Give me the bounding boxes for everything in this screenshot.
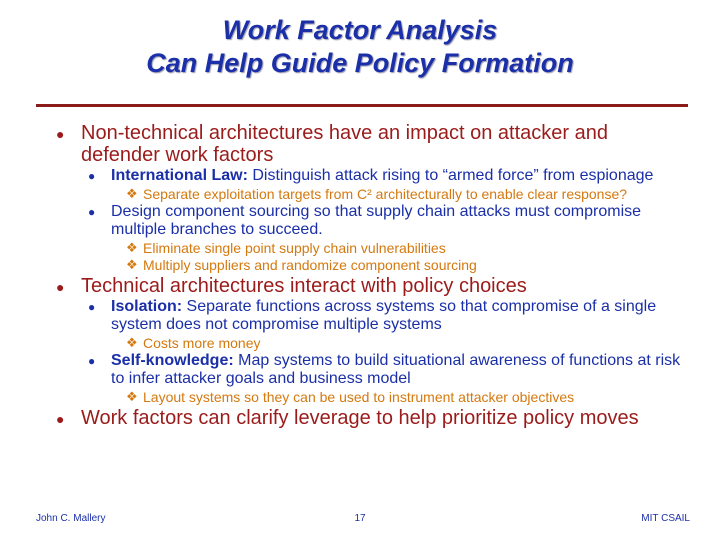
level2-label: Isolation:: [111, 298, 183, 315]
level3-item: [46, 257, 686, 273]
level3-text: Separate exploitation targets from C² architecturally to enable clear response?: [143, 186, 628, 202]
bullet-dot-icon: ●: [88, 354, 96, 368]
level3-text: Multiply suppliers and randomize component sourcing: [143, 257, 477, 273]
diamond-bullet-icon: ❖: [126, 186, 138, 201]
level2-label: International Law:: [111, 167, 248, 184]
level2-item: [46, 352, 686, 388]
level1-text: Technical architectures interact with policy choices: [81, 275, 527, 297]
level3-text: Costs more money: [143, 335, 261, 351]
level2-item: [46, 298, 686, 334]
diamond-bullet-icon: ❖: [126, 335, 138, 350]
level1-item: [46, 407, 686, 429]
diamond-bullet-icon: ❖: [126, 257, 138, 272]
level3-item: [46, 240, 686, 256]
level2-text: Design component sourcing so that supply chain attacks must compromise multiple branches to succeed.: [111, 203, 642, 238]
level3-text: Eliminate single point supply chain vulnerabilities: [143, 240, 446, 256]
level2-item: [46, 167, 686, 185]
slide-title-line-1: Work Factor Analysis: [222, 15, 498, 45]
footer-organization: MIT CSAIL: [641, 513, 690, 524]
bullet-dot-icon: ●: [88, 300, 96, 314]
diamond-bullet-icon: ❖: [126, 389, 138, 404]
diamond-bullet-icon: ❖: [126, 240, 138, 255]
level3-item: [46, 335, 686, 351]
bullet-dot-icon: ●: [56, 279, 65, 295]
level1-text: Work factors can clarify leverage to help prioritize policy moves: [81, 407, 639, 429]
level1-text: Non-technical architectures have an impact on attacker and defender work factors: [81, 122, 608, 166]
footer-page-number: 17: [354, 513, 366, 524]
bullet-dot-icon: ●: [88, 169, 96, 183]
level2-text: Separate functions across systems so that compromise of a single system does not compromise multiple systems: [111, 298, 657, 333]
bullet-dot-icon: ●: [88, 205, 96, 219]
level3-item: [46, 186, 686, 202]
footer-author: John C. Mallery: [36, 513, 106, 524]
level2-text: Distinguish attack rising to “armed force” from espionage: [247, 167, 654, 184]
slide-title: [0, 14, 720, 80]
title-divider: [36, 104, 688, 107]
level3-item: [46, 389, 686, 405]
bullet-list: [46, 120, 686, 429]
level2-item: [46, 203, 686, 239]
slide-title-line-2: Can Help Guide Policy Formation: [146, 48, 574, 78]
bullet-dot-icon: ●: [56, 126, 65, 142]
level2-text: Map systems to build situational awareness of functions at risk to infer attacker goals and business model: [111, 352, 681, 387]
level2-label: Self-knowledge:: [111, 352, 234, 369]
level1-item: [46, 275, 686, 297]
level3-text: Layout systems so they can be used to instrument attacker objectives: [143, 389, 575, 405]
bullet-dot-icon: ●: [56, 411, 65, 427]
level1-item: [46, 122, 686, 166]
